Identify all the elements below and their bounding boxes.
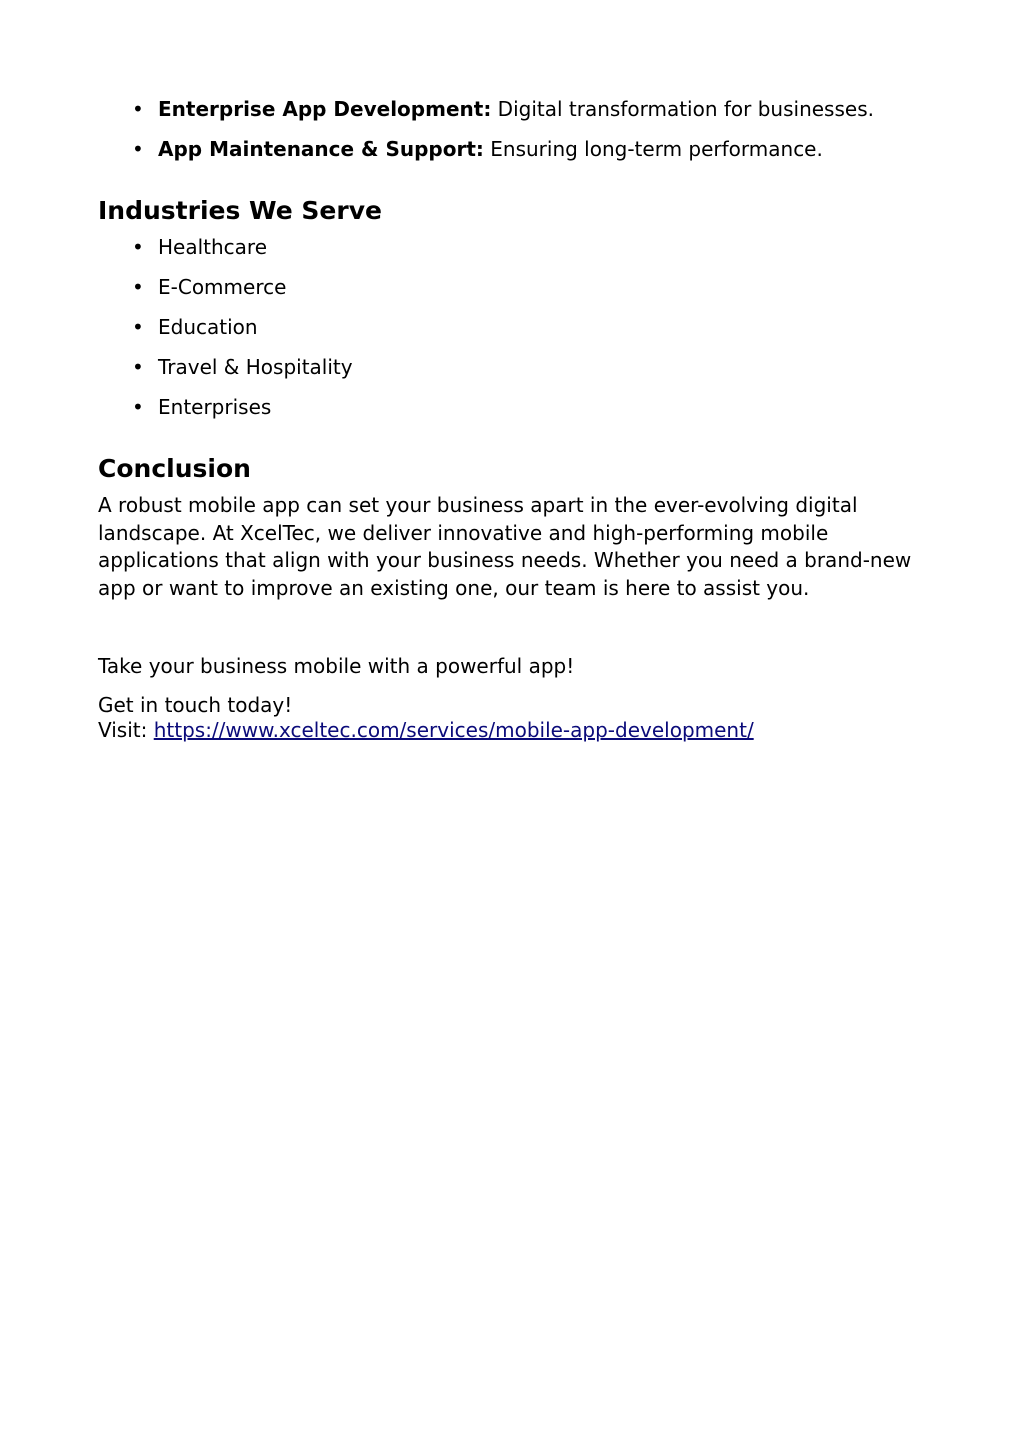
industry-label: Healthcare <box>158 235 268 259</box>
list-item <box>98 275 353 299</box>
conclusion-paragraph: A robust mobile app can set your business apart in the ever-evolving digital landscape. At XcelTec, we deliver innovative and high-performing mobile applications that align with your business needs. Whether you need a brand-new app or want to improve an existing one, our team is here to assist you. <box>98 493 912 600</box>
website-link[interactable]: https://www.xceltec.com/services/mobile-app-development/ <box>153 718 754 742</box>
service-title: App Maintenance & Support: <box>158 137 484 161</box>
industry-label: Travel & Hospitality <box>158 355 353 379</box>
bullet-icon: • <box>132 395 144 419</box>
conclusion-heading: Conclusion <box>98 454 251 483</box>
list-item <box>98 395 353 419</box>
list-item <box>98 355 353 379</box>
service-title: Enterprise App Development: <box>158 97 492 121</box>
industry-label: Education <box>158 315 258 339</box>
bullet-icon: • <box>132 275 144 299</box>
list-item <box>98 315 353 339</box>
bullet-icon: • <box>132 235 144 259</box>
bullet-icon: • <box>132 97 144 121</box>
list-item <box>98 137 874 161</box>
list-item <box>98 97 874 121</box>
industry-label: E-Commerce <box>158 275 287 299</box>
industries-heading: Industries We Serve <box>98 196 382 225</box>
service-description: Ensuring long-term performance. <box>490 137 823 161</box>
bullet-icon: • <box>132 315 144 339</box>
services-list <box>98 97 874 177</box>
cta-tagline: Take your business mobile with a powerful app! <box>98 654 575 678</box>
list-item <box>98 235 353 259</box>
industries-list <box>98 235 353 435</box>
contact-text: Get in touch today! <box>98 693 293 717</box>
industry-label: Enterprises <box>158 395 272 419</box>
bullet-icon: • <box>132 355 144 379</box>
visit-label: Visit: <box>98 718 148 742</box>
service-description: Digital transformation for businesses. <box>497 97 874 121</box>
visit-line <box>98 718 754 742</box>
bullet-icon: • <box>132 137 144 161</box>
